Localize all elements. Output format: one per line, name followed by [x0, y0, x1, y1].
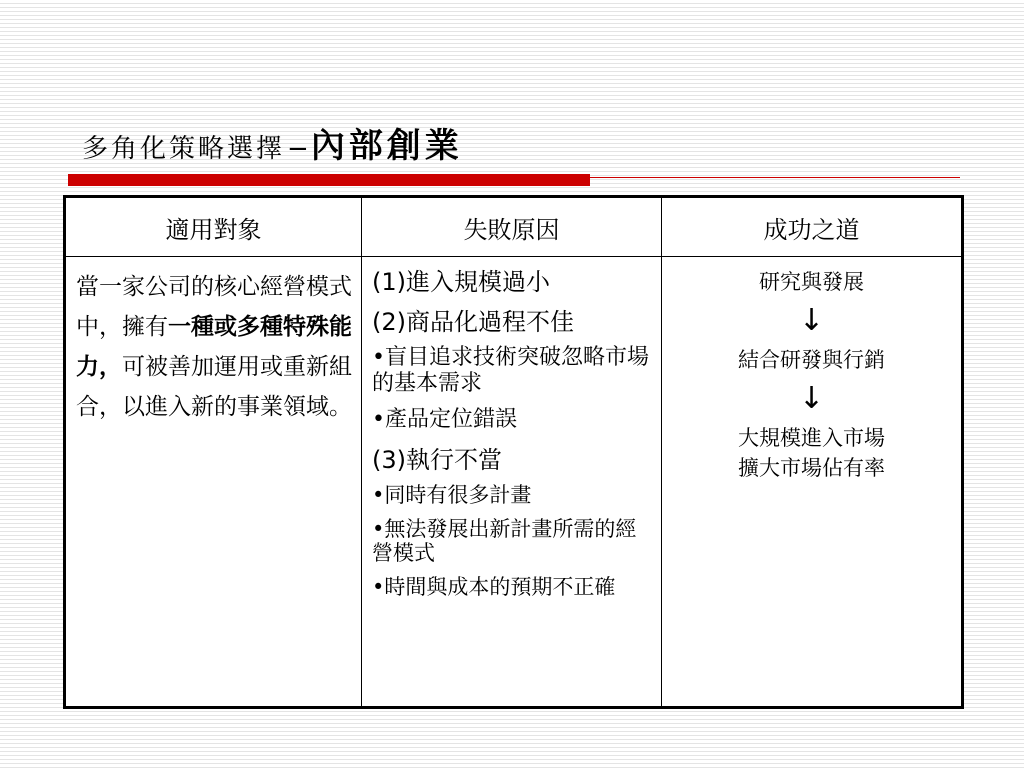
failure-bullet-4: •無法發展出新計畫所需的經營模式 — [372, 517, 637, 565]
header-applicable: 適用對象 — [65, 197, 362, 257]
success-cell — [662, 257, 963, 708]
applicable-text — [66, 257, 361, 427]
title-underline-bar — [68, 174, 590, 186]
title-dash: − — [287, 134, 309, 164]
failure-item-1: (1)進入規模過小 — [372, 268, 550, 296]
down-arrow-icon: ↓ — [798, 381, 825, 416]
strategy-table — [63, 195, 964, 709]
failure-bullet-1: •盲目追求技術突破忽略市場的基本需求 — [372, 345, 649, 396]
down-arrow-icon: ↓ — [798, 303, 825, 338]
failure-item-3: (3)執行不當 — [372, 446, 502, 474]
applicable-cell — [65, 257, 362, 708]
applicable-line1: 當一家公司的核心經營模式中，擁有 — [76, 274, 352, 340]
title-main: 多角化策略選擇 — [82, 134, 286, 164]
failure-item-2: (2)商品化過程不佳 — [372, 308, 574, 336]
table-body-row — [65, 257, 963, 708]
applicable-line2: 可被善加運用或重新組合，以進入新的事業領域。 — [76, 354, 352, 420]
success-step-4: 擴大市場佔有率 — [738, 456, 885, 480]
failure-bullet-5: •時間與成本的預期不正確 — [372, 575, 616, 599]
table-header-row — [65, 197, 963, 257]
success-step-1: 研究與發展 — [759, 270, 864, 294]
success-step-3: 大規模進入市場 — [738, 426, 885, 450]
slide-title — [82, 118, 463, 170]
failure-bullet-3: •同時有很多計畫 — [372, 483, 532, 507]
applicable-bold: 一種或多種特殊能力， — [76, 314, 352, 380]
success-step-2: 結合研發與行銷 — [738, 348, 885, 372]
failure-cell — [362, 257, 662, 708]
title-emphasis: 內部創業 — [310, 126, 463, 166]
header-failure: 失敗原因 — [362, 197, 662, 257]
title-underline-thin — [590, 177, 960, 178]
failure-bullet-2: •產品定位錯誤 — [372, 407, 517, 432]
header-success: 成功之道 — [662, 197, 963, 257]
